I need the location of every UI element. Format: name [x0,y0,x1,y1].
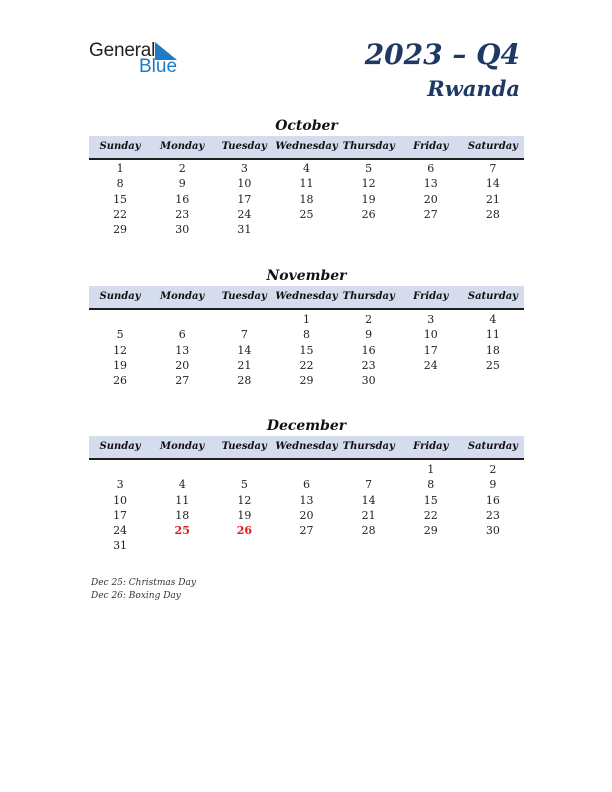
day-cell: 18 [299,192,314,206]
day-cell: 3 [427,313,435,326]
empty-day-cell [213,462,275,477]
month-title: December [266,418,347,434]
day-cell: 12 [361,177,376,191]
week-row [89,207,524,222]
day-cell: 23 [485,508,500,522]
day-cell: 2 [489,463,497,476]
day-cell: 11 [485,328,500,342]
day-cell: 8 [427,478,435,492]
day-cell: 31 [237,223,252,237]
month-title: October [275,118,338,134]
day-cell: 23 [175,207,190,221]
day-cell: 26 [361,207,376,221]
day-cell: 10 [237,177,252,191]
day-cell: 22 [299,358,314,372]
empty-day-cell [151,462,213,477]
day-cell: 28 [237,374,252,388]
day-cell: 27 [299,524,314,538]
week-row [89,222,524,237]
day-cell: 18 [485,343,500,357]
week-row [89,358,524,373]
day-cell: 1 [116,162,124,175]
day-cell: 29 [299,374,314,388]
day-cell: 27 [423,207,438,221]
weekday-tuesday: Tuesday [221,141,267,152]
day-cell: 14 [237,343,252,357]
day-cell: 26 [236,524,252,538]
day-cell: 25 [174,524,190,538]
day-cell: 19 [361,192,376,206]
generalblue-logo [89,40,199,80]
day-cell: 24 [423,358,438,372]
day-cell: 4 [178,478,186,492]
holiday-notes [91,577,196,603]
day-cell: 24 [237,207,252,221]
empty-day-cell [338,222,400,237]
empty-day-cell [462,222,524,237]
empty-day-cell [338,462,400,477]
weekday-saturday: Saturday [467,291,518,302]
weekday-header [89,136,524,160]
month-grid [89,160,524,237]
day-cell: 21 [237,358,252,372]
weekday-friday: Friday [413,141,449,152]
weekday-thursday: Thursday [342,141,395,152]
day-cell: 21 [361,508,376,522]
day-cell: 10 [113,493,128,507]
weekday-tuesday: Tuesday [221,291,267,302]
month-title: November [266,268,347,284]
week-row [89,493,524,508]
weekday-wednesday: Wednesday [275,441,338,452]
empty-day-cell [275,538,337,553]
day-cell: 14 [361,493,376,507]
day-cell: 16 [485,493,500,507]
day-cell: 4 [302,162,310,175]
empty-day-cell [275,462,337,477]
day-cell: 30 [175,223,190,237]
weekday-friday: Friday [413,441,449,452]
day-cell: 9 [178,177,186,191]
day-cell: 5 [240,478,248,492]
empty-day-cell [151,538,213,553]
day-cell: 16 [175,192,190,206]
day-cell: 9 [365,328,373,342]
weekday-sunday: Sunday [99,291,141,302]
day-cell: 29 [423,524,438,538]
day-cell: 12 [237,493,252,507]
day-cell: 20 [423,192,438,206]
day-cell: 26 [113,374,128,388]
weekday-thursday: Thursday [342,441,395,452]
week-row [89,327,524,342]
empty-day-cell [338,538,400,553]
day-cell: 13 [423,177,438,191]
day-cell: 29 [113,223,128,237]
day-cell: 6 [302,478,310,492]
logo-word-blue: Blue [139,56,178,77]
day-cell: 2 [178,162,186,175]
day-cell: 30 [361,374,376,388]
day-cell: 22 [113,207,128,221]
day-cell: 6 [178,328,186,342]
month-december [89,416,524,554]
day-cell: 30 [485,524,500,538]
weekday-saturday: Saturday [467,141,518,152]
month-november [89,266,524,388]
day-cell: 10 [423,328,438,342]
logo-word-general: General [89,40,156,61]
day-cell: 1 [427,463,435,476]
day-cell: 25 [485,358,500,372]
month-grid [89,310,524,388]
week-row [89,176,524,191]
empty-day-cell [275,222,337,237]
day-cell: 20 [175,358,190,372]
day-cell: 15 [299,343,314,357]
day-cell: 22 [423,508,438,522]
day-cell: 19 [237,508,252,522]
day-cell: 17 [423,343,438,357]
day-cell: 21 [485,192,500,206]
day-cell: 28 [361,524,376,538]
day-cell: 6 [427,162,435,175]
day-cell: 3 [116,478,124,492]
day-cell: 8 [302,328,310,342]
empty-day-cell [89,462,151,477]
week-row [89,523,524,538]
day-cell: 12 [113,343,128,357]
day-cell: 14 [485,177,500,191]
day-cell: 7 [365,478,373,492]
day-cell: 2 [365,313,373,326]
day-cell: 5 [116,328,124,342]
empty-day-cell [462,538,524,553]
weekday-wednesday: Wednesday [275,141,338,152]
month-october [89,116,524,237]
month-grid [89,460,524,554]
day-cell: 7 [489,162,497,175]
weekday-sunday: Sunday [99,141,141,152]
empty-day-cell [151,312,213,327]
day-cell: 23 [361,358,376,372]
day-cell: 11 [299,177,314,191]
empty-day-cell [462,373,524,388]
day-cell: 28 [485,207,500,221]
week-row [89,538,524,553]
weekday-monday: Monday [160,141,205,152]
country-name: Rwanda [427,76,520,101]
week-row [89,462,524,477]
empty-day-cell [213,312,275,327]
weekday-sunday: Sunday [99,441,141,452]
day-cell: 20 [299,508,314,522]
day-cell: 25 [299,207,314,221]
weekday-saturday: Saturday [467,441,518,452]
day-cell: 8 [116,177,124,191]
week-row [89,477,524,492]
weekday-friday: Friday [413,291,449,302]
week-row [89,192,524,207]
page-title: 2023 – Q4 [364,38,520,71]
day-cell: 11 [175,493,190,507]
day-cell: 27 [175,374,190,388]
empty-day-cell [89,312,151,327]
empty-day-cell [400,538,462,553]
day-cell: 17 [113,508,128,522]
day-cell: 13 [299,493,314,507]
day-cell: 13 [175,343,190,357]
day-cell: 15 [423,493,438,507]
day-cell: 18 [175,508,190,522]
day-cell: 1 [302,313,310,326]
weekday-wednesday: Wednesday [275,291,338,302]
day-cell: 17 [237,192,252,206]
week-row [89,508,524,523]
weekday-header [89,286,524,310]
day-cell: 5 [365,162,373,175]
day-cell: 9 [489,478,497,492]
empty-day-cell [213,538,275,553]
weekday-header [89,436,524,460]
day-cell: 7 [240,328,248,342]
weekday-monday: Monday [160,441,205,452]
day-cell: 3 [240,162,248,175]
empty-day-cell [400,373,462,388]
week-row [89,161,524,176]
day-cell: 31 [113,539,128,553]
day-cell: 4 [489,313,497,326]
weekday-thursday: Thursday [342,291,395,302]
week-row [89,343,524,358]
week-row [89,373,524,388]
day-cell: 15 [113,192,128,206]
weekday-monday: Monday [160,291,205,302]
day-cell: 16 [361,343,376,357]
day-cell: 19 [113,358,128,372]
day-cell: 24 [113,524,128,538]
holiday-note: Dec 26: Boxing Day [91,591,181,601]
weekday-tuesday: Tuesday [221,441,267,452]
empty-day-cell [400,222,462,237]
week-row [89,312,524,327]
holiday-note: Dec 25: Christmas Day [91,578,196,588]
